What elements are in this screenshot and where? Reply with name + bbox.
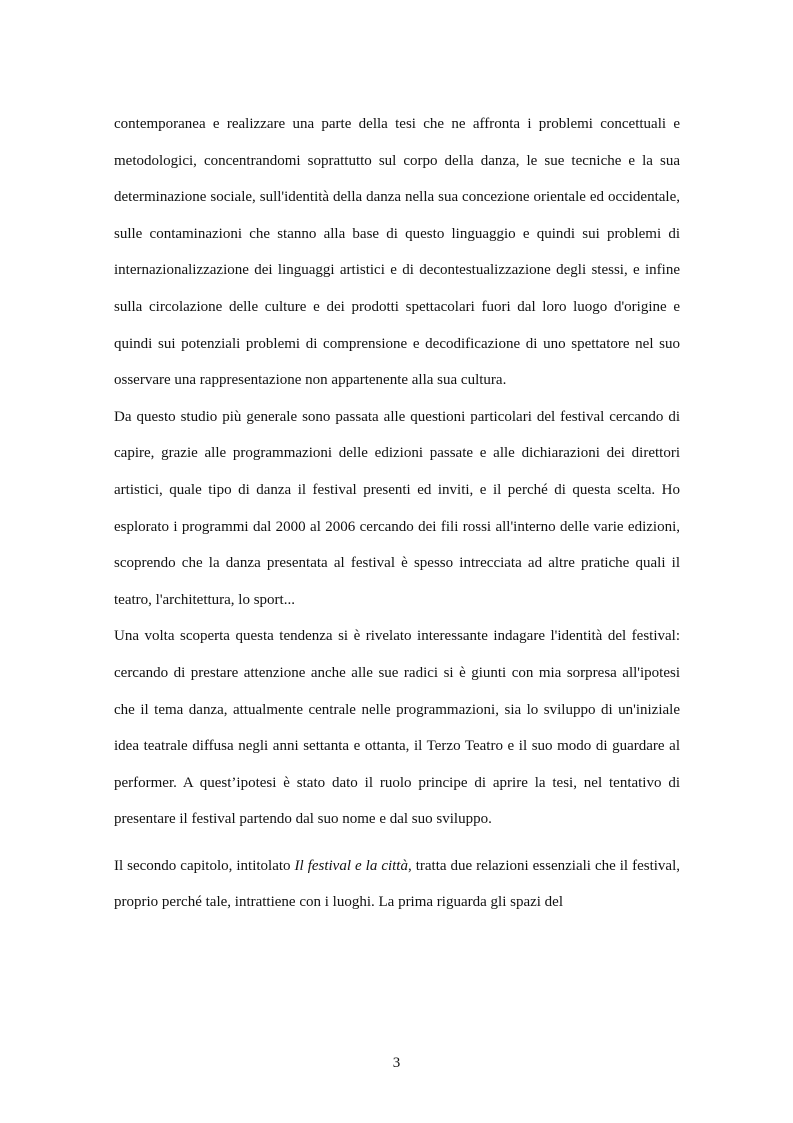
paragraph-4-text-after: , tratta due relazioni essenziali che il festival, proprio perché tale, intrattiene con i luoghi. La prima riguarda gli spazi del [114, 857, 680, 911]
paragraph-4 [114, 848, 680, 921]
paragraph-1: contemporanea e realizzare una parte della tesi che ne affronta i problemi concettuali e metodologici, concentrandomi soprattutto sul corpo della danza, le sue tecniche e la sua determinazione sociale, sull'identità della danza nella sua concezione orientale ed occidentale, sulle contaminazioni che stanno alla base di questo linguaggio e quindi sui problemi di internazionalizzazione dei linguaggi artistici e di decontestualizzazione degli stessi, e infine sulla circolazione delle culture e dei prodotti spettacolari fuori dal loro luogo d'origine e quindi sui potenziali problemi di comprensione e decodificazione di uno spettatore nel suo osservare una rappresentazione non appartenente alla sua cultura. [114, 116, 680, 389]
paragraph-2: Da questo studio più generale sono passata alle questioni particolari del festival cercando di capire, grazie alle programmazioni delle edizioni passate e alle dichiarazioni dei direttori artistici, quale tipo di danza il festival presenti ed inviti, e il perché di questa scelta. Ho esplorato i programmi dal 2000 al 2006 cercando dei fili rossi all'interno delle varie edizioni, scoprendo che la danza presentata al festival è spesso intrecciata ad altre pratiche quali il teatro, l'architettura, lo sport... [114, 408, 680, 608]
chapter-title: Il festival e la città [294, 857, 408, 874]
paragraph-4-text-before: Il secondo capitolo, intitolato [114, 857, 295, 874]
page-number: 3 [392, 1055, 401, 1071]
body-text [114, 106, 680, 921]
paragraph-3: Una volta scoperta questa tendenza si è rivelato interessante indagare l'identità del festival: cercando di prestare attenzione anche alle sue radici si è giunti con mia sorpresa all'ipotesi che il tema danza, attualmente centrale nelle programmazioni, sia lo sviluppo di un'iniziale idea teatrale diffusa negli anni settanta e ottanta, il Terzo Teatro e il suo modo di guardare al performer. A quest’ipotesi è stato dato il ruolo principe di aprire la tesi, nel tentativo di presentare il festival partendo dal suo nome e dal suo sviluppo. [114, 628, 680, 828]
